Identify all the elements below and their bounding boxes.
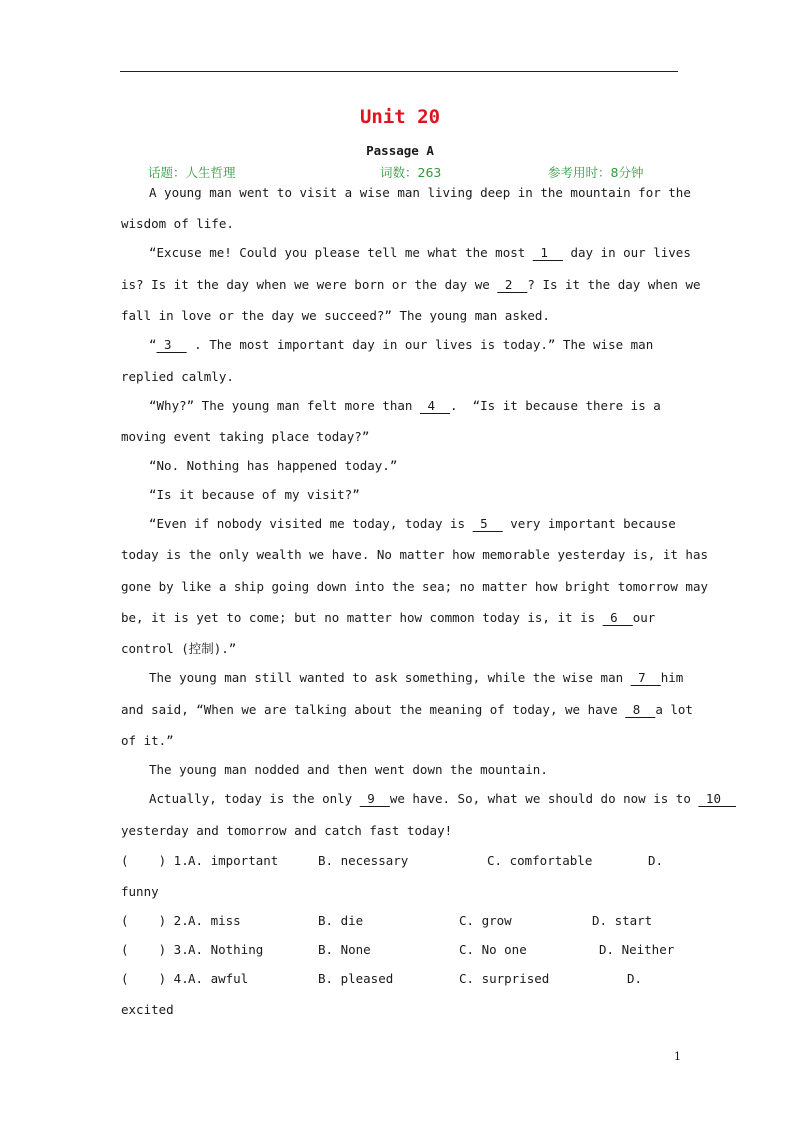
text-run: . The most important day in our lives is today.” The wise man [186, 337, 654, 352]
question-number[interactable]: ( ) 2. [121, 913, 189, 928]
text-run: Actually, today is the only [149, 791, 360, 806]
text-run: “ [149, 337, 157, 352]
passage-line [149, 671, 683, 685]
option-d[interactable]: D. [648, 853, 664, 868]
passage-title: Passage A [366, 143, 434, 158]
passage-line [149, 246, 691, 260]
passage-line: yesterday and tomorrow and catch fast today! [121, 823, 453, 838]
text-run: very important because [502, 516, 676, 531]
option-d-text[interactable]: funny [121, 884, 159, 899]
text-run: we have. So, what we should do now is to [389, 791, 699, 806]
question-number[interactable]: ( ) 1. [121, 853, 189, 868]
text-run: “Excuse me! Could you please tell me what the most [149, 245, 533, 260]
reference-time: 参考用时：8分钟 [548, 165, 644, 180]
text-run: The young man still wanted to ask something, while the wise man [149, 670, 631, 685]
page-number: 1 [674, 1050, 681, 1063]
option-b[interactable]: B. pleased [318, 971, 394, 986]
option-d-text[interactable]: excited [121, 1002, 174, 1017]
question-number[interactable]: ( ) 3. [121, 942, 189, 957]
passage-line: wisdom of life. [121, 216, 234, 231]
unit-title: Unit 20 [359, 106, 441, 128]
text-run: . “Is it because there is a [450, 398, 661, 413]
passage-line: moving event taking place today?” [121, 429, 370, 444]
option-a[interactable]: A. miss [188, 913, 241, 928]
passage-line: gone by like a ship going down into the sea; no matter how bright tomorrow may [121, 579, 708, 594]
blank-3[interactable]: 3 [156, 337, 187, 352]
passage-line: of it.” [121, 733, 174, 748]
blank-2[interactable]: 2 [497, 277, 528, 292]
option-c[interactable]: C. surprised [459, 971, 550, 986]
passage-line [121, 611, 655, 625]
option-c[interactable]: C. comfortable [487, 853, 593, 868]
blank-6[interactable]: 6 [602, 610, 633, 625]
blank-4[interactable]: 4 [419, 398, 451, 413]
passage-line: control (控制).” [121, 641, 237, 656]
blank-9[interactable]: 9 [359, 791, 390, 806]
passage-line [121, 278, 701, 292]
passage-line: fall in love or the day we succeed?” The young man asked. [121, 308, 550, 323]
passage-line: The young man nodded and then went down the mountain. [149, 762, 548, 777]
blank-5[interactable]: 5 [472, 516, 503, 531]
option-d[interactable]: D. start [592, 913, 653, 928]
word-count: 词数：263 [380, 165, 442, 180]
option-b[interactable]: B. necessary [318, 853, 409, 868]
blank-1[interactable]: 1 [532, 245, 563, 260]
option-a[interactable]: A. Nothing [188, 942, 264, 957]
option-d[interactable]: D. Neither [599, 942, 675, 957]
option-b[interactable]: B. None [318, 942, 371, 957]
option-b[interactable]: B. die [318, 913, 364, 928]
blank-7[interactable]: 7 [630, 670, 661, 685]
passage-line: today is the only wealth we have. No matter how memorable yesterday is, it has [121, 547, 708, 562]
passage-line [121, 703, 693, 717]
text-run: our [632, 610, 656, 625]
text-run: is? Is it the day when we were born or the day we [121, 277, 498, 292]
passage-line [149, 399, 661, 413]
text-run: be, it is yet to come; but no matter how common today is, it is [121, 610, 603, 625]
text-run: “Even if nobody visited me today, today is [149, 516, 473, 531]
text-run: a lot [655, 702, 693, 717]
header-rule [120, 71, 678, 72]
option-a[interactable]: A. awful [188, 971, 249, 986]
text-run: ? Is it the day when we [527, 277, 701, 292]
option-c[interactable]: C. No one [459, 942, 527, 957]
text-run: him [660, 670, 684, 685]
passage-line: “No. Nothing has happened today.” [149, 458, 398, 473]
passage-line: A young man went to visit a wise man living deep in the mountain for the [149, 185, 691, 200]
text-run: “Why?” The young man felt more than [149, 398, 420, 413]
passage-line: replied calmly. [121, 369, 234, 384]
question-number[interactable]: ( ) 4. [121, 971, 189, 986]
option-c[interactable]: C. grow [459, 913, 512, 928]
text-run: and said, “When we are talking about the meaning of today, we have [121, 702, 626, 717]
blank-10[interactable]: 10 [698, 791, 737, 806]
passage-line [149, 517, 676, 531]
passage-line: “Is it because of my visit?” [149, 487, 360, 502]
topic-label: 话题：人生哲理 [148, 165, 236, 180]
blank-8[interactable]: 8 [625, 702, 656, 717]
text-run: day in our lives [562, 245, 691, 260]
option-d[interactable]: D. [627, 971, 643, 986]
passage-line [149, 338, 653, 352]
passage-line [149, 792, 736, 806]
option-a[interactable]: A. important [188, 853, 279, 868]
